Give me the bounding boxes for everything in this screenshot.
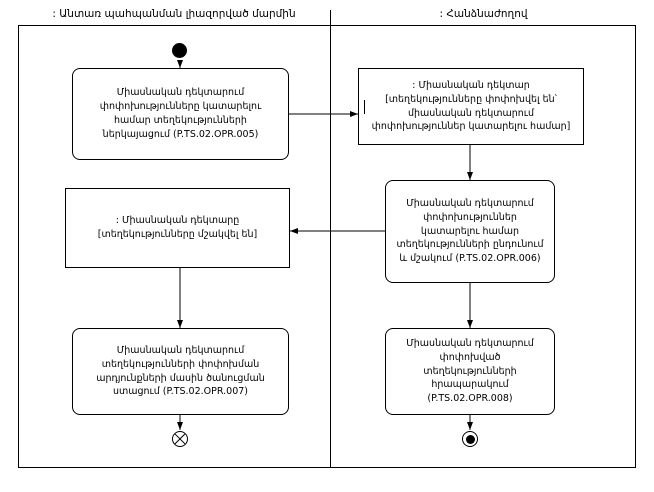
activity-receive-and-process[interactable] [385, 180, 555, 283]
activity-publish-information-label: Միասնական դեկտարում փոփոխված տեղեկությունների հրապարակում (P.TS.02.OPR.008) [406, 338, 534, 405]
object-node-register-processed[interactable] [65, 188, 290, 268]
activity-receive-notification-label: Միասնական դեկտարում տեղեկությունների փոփոխման արդյունքների մասին ծանուցման ստացում (P.TS.02.OPR.007) [96, 344, 265, 398]
swimlane-title-right: : Հանձնաժողով [439, 8, 528, 20]
swimlane-divider [330, 10, 331, 468]
activity-receive-notification[interactable] [72, 328, 289, 415]
activity-final-node [462, 431, 478, 447]
activity-submit-information[interactable] [72, 68, 289, 160]
object-node-register-modified[interactable] [358, 68, 584, 145]
initial-node [172, 43, 187, 58]
object-node-pin-marker [364, 100, 365, 114]
activity-publish-information[interactable] [385, 328, 555, 415]
object-node-register-processed-label: : Միասնական դեկտարը [տեղեկությունները մշակվել են] [97, 215, 258, 240]
activity-final-inner-dot [466, 435, 475, 444]
activity-receive-and-process-label: Միասնական դեկտարում փոփոխություններ կատարելու համար տեղեկությունների ընդունում և մշակում (P.TS.02.OPR.006) [396, 198, 544, 265]
activity-submit-information-label: Միասնական դեկտարում փոփոխությունները կատարելու համար տեղեկությունների ներկայացում (P.TS.02.OPR.005) [99, 87, 262, 140]
flow-final-node [172, 431, 188, 447]
object-node-register-modified-label: : Միասնական դեկտար [տեղեկությունները փոփոխվել են՝ միասնական դեկտարում փոփոխություններ կատարելու համար] [371, 79, 571, 133]
swimlane-title-left: : Անտառ պահպանման լիազորված մարմին [52, 8, 296, 20]
